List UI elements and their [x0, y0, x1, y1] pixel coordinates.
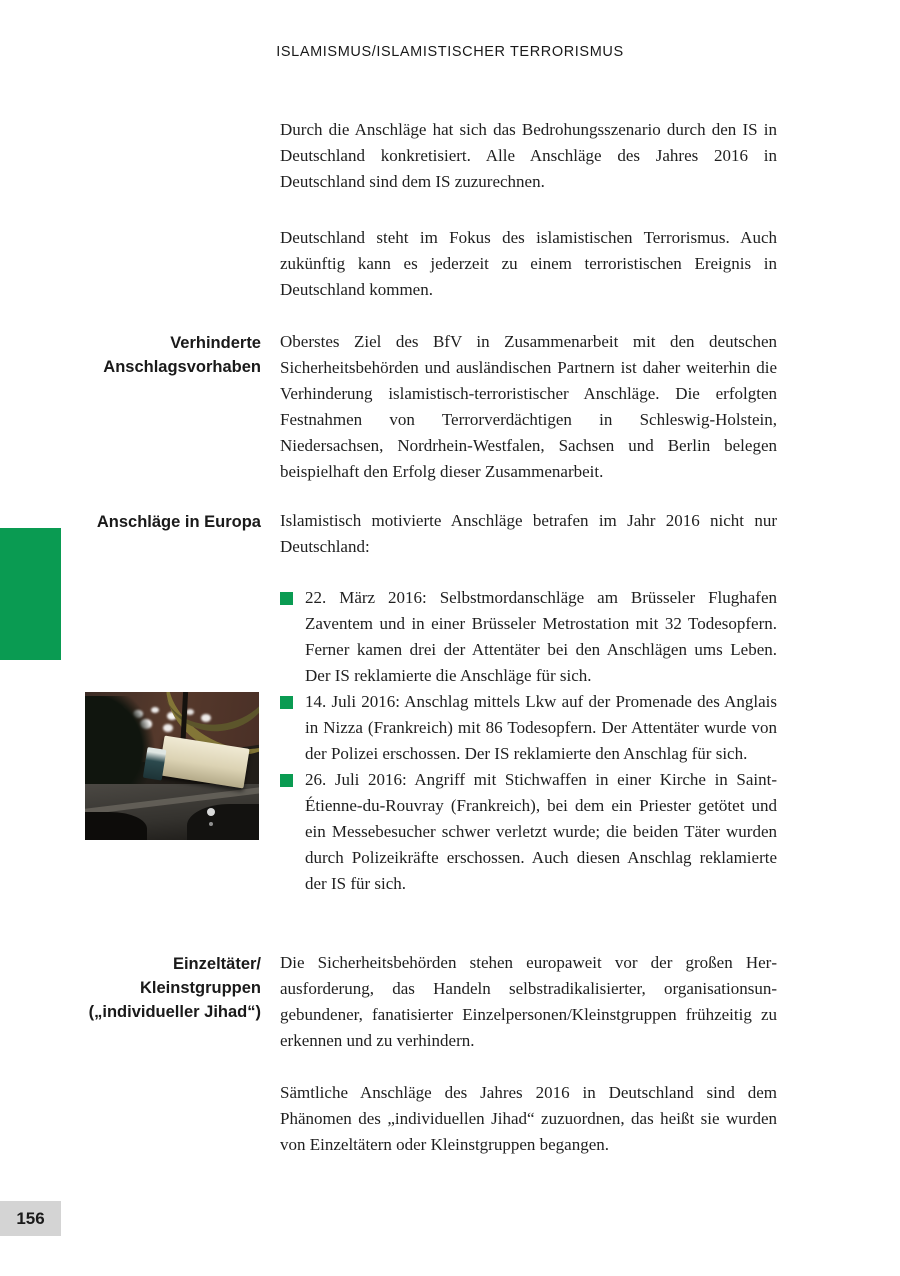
bullet-square-icon — [280, 592, 293, 605]
margin-label-line: Kleinstgruppen — [139, 979, 261, 997]
page-number-text: 156 — [16, 1208, 45, 1228]
bullet-item-bruessel — [280, 585, 777, 689]
bullet-square-icon — [280, 696, 293, 709]
photo-truck-cab — [143, 747, 167, 781]
page-title: ISLAMISMUS/ISLAMISTISCHER TERRORISMUS — [276, 44, 624, 60]
margin-label-line: Einzeltäter/ — [172, 955, 261, 973]
bullet-text: 14. Juli 2016: Anschlag mittels Lkw auf der Promenade des Anglais in Nizza (Frankreich) mit 86 Todesopfern. Der Attentäter wurde von der Polizei erschossen. Der IS reklamierte den Anschlag für sich. — [305, 692, 777, 763]
margin-label-einzeltaeter-kleinstgruppen — [40, 952, 261, 1024]
europa-bullet-list — [280, 585, 777, 897]
paragraph-intro-1: Durch die Anschläge hat sich das Bedrohungsszenario durch den IS in Deutschland konkretisiert. Alle Anschläge des Jahres 2016 in Deutschland sind dem IS zuzurechnen. — [280, 120, 777, 191]
margin-label-line: Verhinderte — [170, 334, 261, 352]
margin-label-verhinderte-anschlagsvorhaben — [40, 331, 261, 379]
paragraph-einzeltaeter-2: Sämtliche Anschläge des Jahres 2016 in Deutschland sind dem Phänomen des „individuellen Jihad“ zuzuordnen, das heißt sie wurden von Einzeltätern oder Kleinstgruppen begangen. — [280, 1083, 777, 1154]
paragraph-intro-2: Deutschland steht im Fokus des islamistischen Terrorismus. Auch zukünftig kann es jederzeit zu einem terroristischen Ereignis in Deutschland kommen. — [280, 228, 777, 299]
page-number — [0, 1201, 61, 1236]
margin-label-line: Anschlagsvorhaben — [103, 358, 261, 376]
paragraph-europa-intro: Islamistisch motivierte Anschläge betrafen im Jahr 2016 nicht nur Deutschland: — [280, 511, 777, 556]
chapter-tab — [0, 528, 61, 660]
bullet-text: 22. März 2016: Selbstmordanschläge am Brüsseler Flughafen Zaventem und in einer Brüsseler Metrostation mit 32 Todesopfern. Ferner kamen drei der Attentäter bei den Anschlägen ums Leben. Der IS reklamierte die Anschläge für sich. — [305, 588, 777, 685]
bullet-square-icon — [280, 774, 293, 787]
paragraph-verhinderte: Oberstes Ziel des BfV in Zusammenarbeit mit den deutschen Sicherheitsbehörden und ausländischen Partnern ist daher weiterhin die Verhinderung islamistisch-terroristischer Anschläge. Die erfolgten Festnahmen von Terrorverdächtigen in Schleswig-Holstein, Niedersachsen, Nordrhein-Westfalen, Sachsen und Berlin belegen beispielhaft den Erfolg dieser Zusammenarbeit. — [280, 332, 777, 481]
margin-label-line: („individueller Jihad“) — [88, 1003, 261, 1021]
bullet-item-nizza — [280, 689, 777, 767]
photo-street-sign — [207, 808, 215, 816]
nizza-attack-photo — [85, 692, 259, 840]
margin-label-anschlaege-in-europa: Anschläge in Europa — [96, 513, 261, 531]
bullet-item-saint-etienne — [280, 767, 777, 897]
bullet-text: 26. Juli 2016: Angriff mit Stichwaffen in einer Kirche in Saint-Étienne-du-Rouvray (Frankreich), bei dem ein Priester getötet und ein Messebesucher schwer verletzt wurde; die beiden Täter wurden durch Polizeikräfte erschossen. Auch diesen Anschlag reklamierte der IS für sich. — [305, 770, 777, 893]
paragraph-einzeltaeter-1: Die Sicherheitsbehörden stehen europaweit vor der großen Herausforderung, das Handeln selbstradikalisierter, organisationsungebundener, fanatisierter Einzelpersonen/Kleinstgruppen frühzeitig zu erkennen und zu verhindern. — [280, 953, 777, 1050]
